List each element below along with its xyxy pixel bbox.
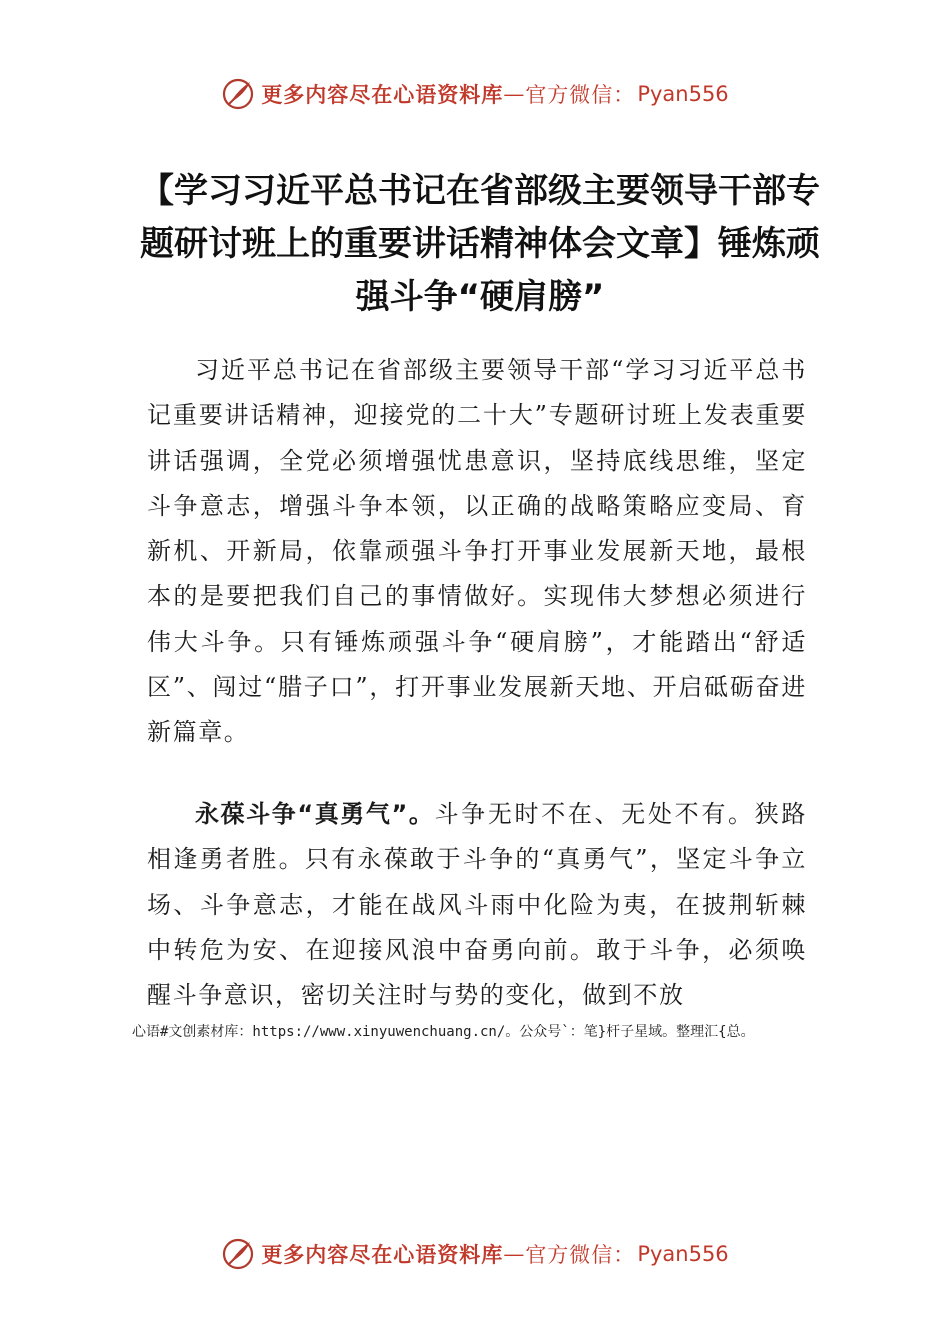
paragraph-2-lead: 永葆斗争“真勇气”。 xyxy=(195,800,435,828)
paragraph-1 xyxy=(147,348,807,756)
banner-dash: — xyxy=(503,1242,526,1266)
source-note: 心语#文创素材库：https://www.xinyuwenchuang.cn/。公众号`：笔}杆子星域。整理汇{总。 xyxy=(132,1024,755,1040)
feather-pen-logo-icon xyxy=(221,77,255,111)
paragraph-2 xyxy=(147,792,807,1018)
banner-suffix: 官方微信： xyxy=(525,83,636,107)
banner-handle: Pyan556 xyxy=(637,82,729,106)
document-title: 【学习习近平总书记在省部级主要领导干部专题研讨班上的重要讲话精神体会文章】锤炼顽强斗争“硬肩膀” xyxy=(140,171,820,317)
banner-text: 更多内容尽在心语资料库 xyxy=(261,82,504,107)
paragraph-1-text: 习近平总书记在省部级主要领导干部“学习习近平总书记重要讲话精神，迎接党的二十大”专题研讨班上发表重要讲话强调，全党必须增强忧患意识，坚持底线思维，坚定斗争意志，增强斗争本领，以正确的战略策略应变局、育新机、开新局，依靠顽强斗争打开事业发展新天地，最根本的是要把我们自己的事情做好。实现伟大梦想必须进行伟大斗争。只有锤炼顽强斗争“硬肩膀”，才能踏出“舒适区”、闯过“腊子口”，打开事业发展新天地、开启砥砺奋进新篇章。 xyxy=(147,356,807,747)
footer-banner xyxy=(0,1232,950,1276)
banner-handle: Pyan556 xyxy=(637,1242,729,1266)
header-banner xyxy=(0,72,950,116)
banner-suffix: 官方微信： xyxy=(525,1243,636,1267)
feather-pen-logo-icon xyxy=(221,1237,255,1271)
paragraph-2-text: 斗争无时不在、无处不有。狭路相逢勇者胜。只有永葆敢于斗争的“真勇气”，坚定斗争立场、斗争意志，才能在战风斗雨中化险为夷，在披荆斩棘中转危为安、在迎接风浪中奋勇向前。敢于斗争，必须唤醒斗争意识，密切关注时与势的变化，做到不放 xyxy=(147,800,807,1010)
banner-text: 更多内容尽在心语资料库 xyxy=(261,1242,504,1267)
banner-dash: — xyxy=(503,82,526,106)
